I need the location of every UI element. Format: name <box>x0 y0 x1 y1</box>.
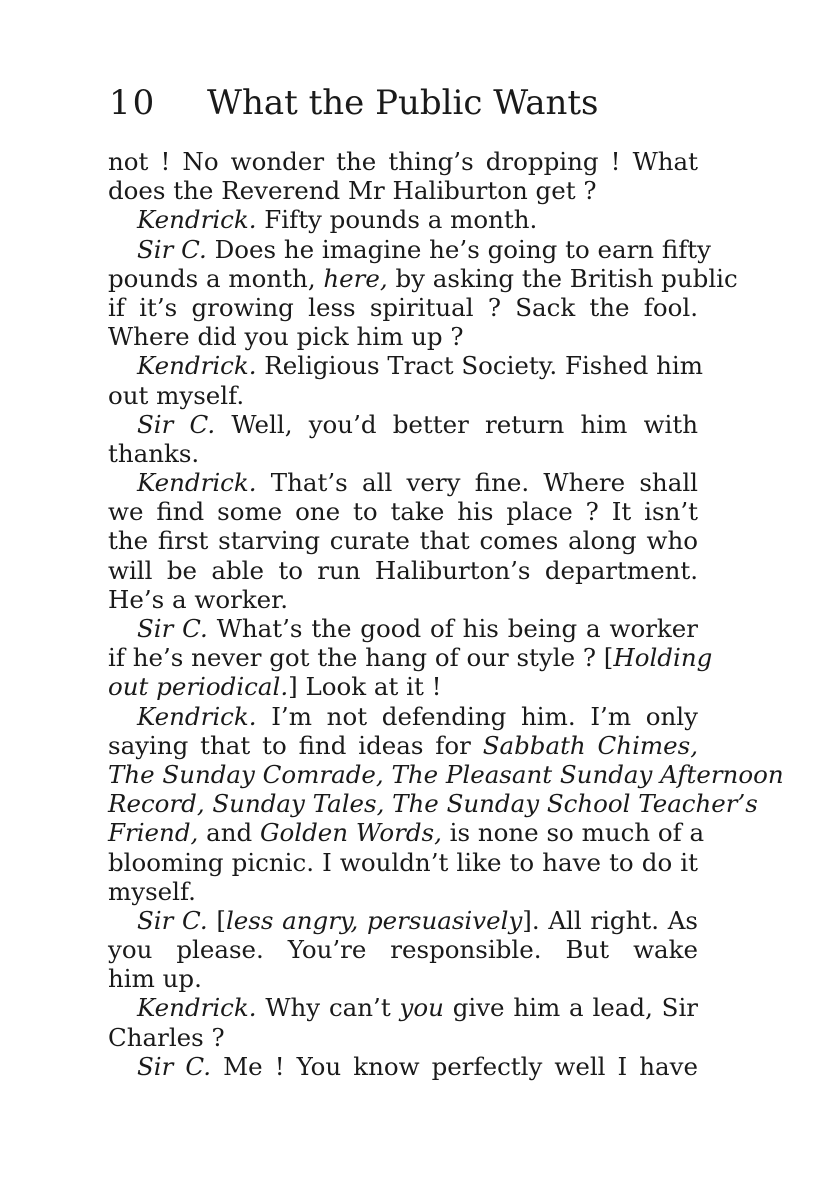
text-segment: pounds a month, <box>108 263 324 293</box>
text-segment: does the Reverend Mr Haliburton get ? <box>108 176 597 206</box>
text-segment: [ <box>207 905 226 935</box>
text-line <box>108 1023 698 1052</box>
text-line <box>108 614 698 643</box>
text-line <box>108 935 698 964</box>
running-title: What the Public Wants <box>207 83 599 123</box>
text-line <box>108 293 698 322</box>
italic-text: Sir C. <box>137 234 207 264</box>
page-body-text <box>108 147 784 1081</box>
text-segment: blooming picnic. I wouldn’t like to have to do it <box>108 847 698 877</box>
text-segment: ]. All right. As <box>522 905 698 935</box>
running-header <box>109 78 709 128</box>
text-line <box>108 410 698 439</box>
italic-text: The Sunday Comrade, The Pleasant Sunday Afternoon <box>108 759 784 789</box>
page-number: 10 <box>109 83 157 123</box>
text-segment: if he’s never got the hang of our style ? [ <box>108 643 614 673</box>
italic-text: Sabbath Chimes, <box>482 730 699 760</box>
text-segment: Charles ? <box>108 1022 225 1052</box>
italic-text: less angry, persuasively <box>225 905 523 935</box>
text-segment: Well, you’d better return him with <box>215 409 698 439</box>
text-segment: ] Look at it ! <box>288 672 442 702</box>
italic-text: Kendrick. <box>137 993 257 1023</box>
text-segment: thanks. <box>108 438 200 468</box>
text-line <box>108 672 698 701</box>
text-segment: I’m not defending him. I’m only <box>256 701 698 731</box>
text-segment: not ! No wonder the thing’s dropping ! What <box>108 147 698 176</box>
text-line <box>108 263 738 293</box>
text-segment: saying that to find ideas for <box>108 730 483 760</box>
text-line <box>108 702 698 731</box>
text-segment: will be able to run Haliburton’s department. <box>108 555 698 585</box>
italic-text: Sir C. <box>137 614 208 643</box>
text-line <box>108 147 698 176</box>
text-line <box>108 1052 698 1081</box>
text-line <box>108 643 713 673</box>
text-line <box>108 993 698 1022</box>
italic-text: Sir C. <box>137 1051 212 1081</box>
text-line <box>108 877 698 906</box>
text-line <box>108 906 698 935</box>
italic-text: Golden Words, <box>259 818 442 848</box>
text-segment: Does he imagine he’s going to earn fifty <box>206 234 711 264</box>
text-segment: by asking the British public <box>387 263 738 293</box>
text-segment: Why can’t <box>256 993 400 1023</box>
text-line <box>108 351 703 381</box>
text-segment: you please. You’re responsible. But wake <box>108 935 698 965</box>
text-line <box>108 381 698 410</box>
text-line <box>108 176 698 205</box>
italic-text: here, <box>323 263 388 293</box>
text-segment: we find some one to take his place ? It isn’t <box>108 497 698 527</box>
text-line <box>108 848 698 877</box>
text-line <box>108 205 698 234</box>
text-segment: is none so much of a <box>441 818 705 848</box>
text-segment: What’s the good of his being a worker <box>207 614 698 643</box>
text-segment: That’s all very fine. Where shall <box>256 468 698 498</box>
text-line <box>108 731 698 760</box>
text-line <box>108 759 784 789</box>
italic-text: Kendrick. <box>137 701 257 731</box>
italic-text: out periodical. <box>108 672 289 702</box>
text-line <box>108 322 698 351</box>
text-line <box>108 526 698 555</box>
text-segment: him up. <box>108 964 202 994</box>
text-segment: out myself. <box>108 380 245 410</box>
italic-text: Kendrick. <box>137 351 257 381</box>
text-segment: myself. <box>108 876 196 906</box>
italic-text: Sir C. <box>137 905 208 935</box>
italic-text: Friend, <box>108 818 199 848</box>
italic-text: Sir C. <box>137 409 216 439</box>
text-line <box>108 468 698 497</box>
italic-text: Holding <box>613 643 713 673</box>
text-segment: Fifty pounds a month. <box>256 205 538 235</box>
text-segment: He’s a worker. <box>108 584 288 614</box>
text-line <box>108 818 705 848</box>
text-line <box>108 585 698 614</box>
text-line <box>108 789 758 819</box>
text-segment: Religious Tract Society. Fished him <box>256 351 703 381</box>
text-line <box>108 964 698 993</box>
italic-text: Record, Sunday Tales, The Sunday School Teacher’s <box>108 789 758 819</box>
text-segment: give him a lead, Sir <box>443 993 698 1023</box>
text-segment: and <box>198 818 260 848</box>
text-segment: if it’s growing less spiritual ? Sack the fool. <box>108 292 698 322</box>
text-line <box>108 497 698 526</box>
text-segment: Where did you pick him up ? <box>108 322 464 352</box>
italic-text: you <box>399 993 444 1023</box>
text-segment: Me ! You know perfectly well I have <box>211 1051 699 1081</box>
text-segment: the first starving curate that comes along who <box>108 526 698 556</box>
text-line <box>108 234 711 264</box>
text-line <box>108 439 698 468</box>
italic-text: Kendrick. <box>137 205 257 235</box>
italic-text: Kendrick. <box>137 468 257 498</box>
text-line <box>108 556 698 585</box>
